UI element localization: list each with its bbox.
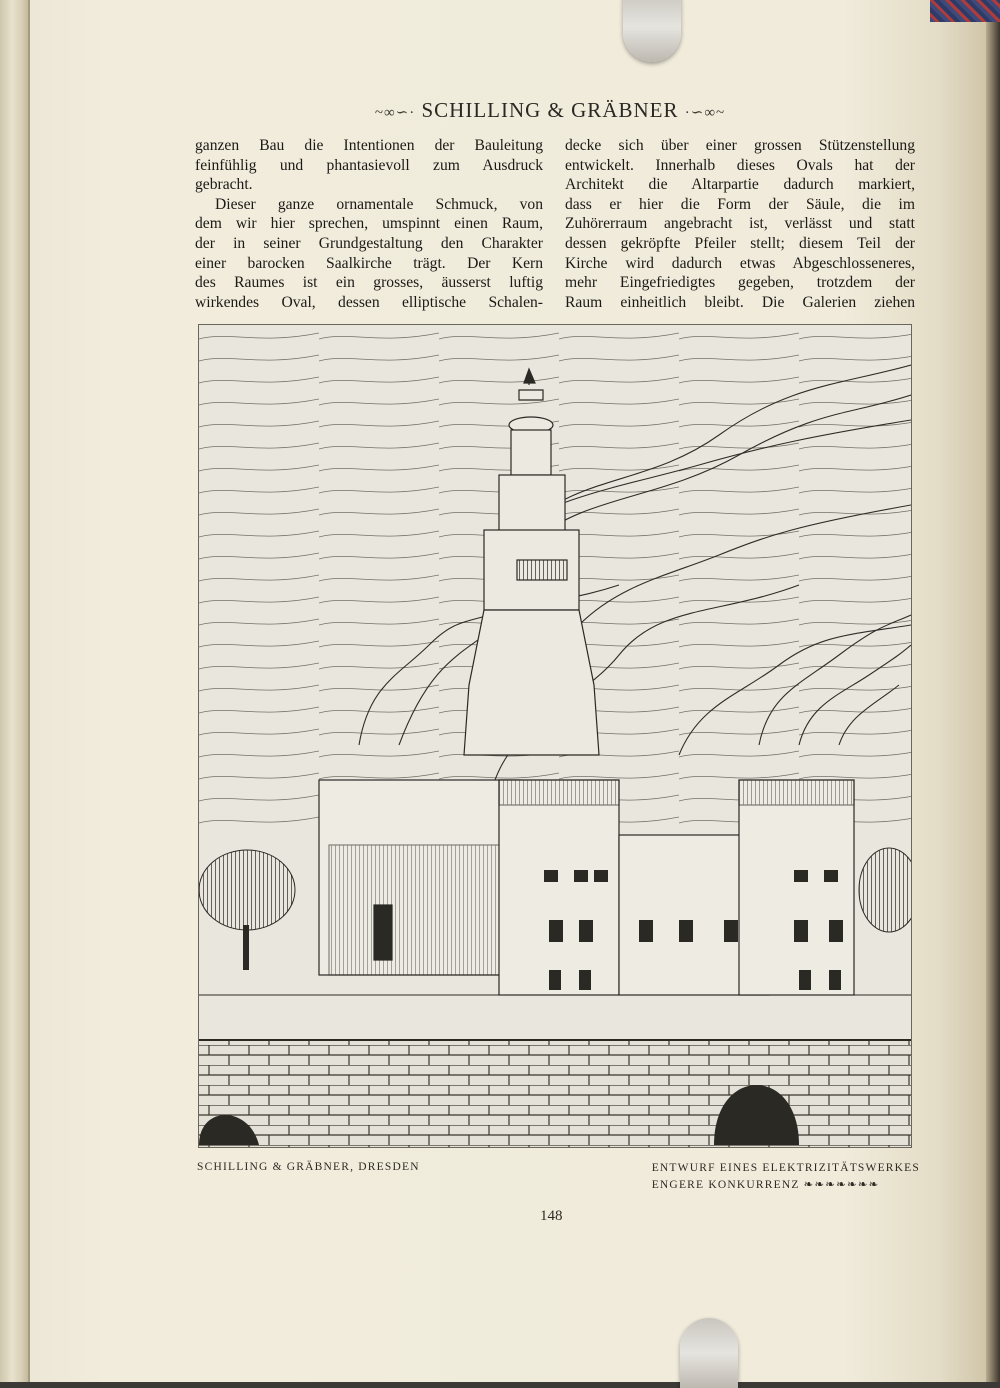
- stone-embankment: [199, 1040, 911, 1147]
- figure-caption-left: SCHILLING & GRÄBNER, DRESDEN: [197, 1161, 420, 1173]
- text-line: Dieser ganze ornamentale Schmuck, von: [215, 195, 543, 213]
- text-line: des Raumes ist ein grosses, äusserst luftig: [195, 274, 543, 292]
- text-line: gebracht.: [195, 176, 253, 194]
- text-line: ganzen Bau die Intentionen der Bauleitung: [195, 137, 543, 154]
- paragraph-2: [195, 195, 543, 313]
- main-building: [319, 780, 854, 995]
- text-column-left: [195, 136, 543, 312]
- binding-fabric: [930, 0, 1000, 22]
- text-line: dem wir hier sprechen, umspinnt einen Raum,: [195, 215, 543, 233]
- running-header: [360, 98, 740, 123]
- paragraph-1: [195, 136, 543, 195]
- page-clip-bottom: [680, 1318, 738, 1388]
- text-line: dass er hier die Form der Säule, die im: [565, 195, 915, 213]
- text-line: feinfühlig und phantasievoll zum Ausdruck: [195, 156, 543, 174]
- text-line: Architekt die Altarpartie dadurch markiert,: [565, 176, 915, 194]
- text-line: mehr Eingefriedigtes gegeben, trotzdem der: [565, 274, 915, 292]
- header-ornament-left: ~∞∽·: [374, 105, 416, 121]
- text-line: Kirche wird dadurch etwas Abgeschlosseneres,: [565, 254, 915, 272]
- power-station-drawing: [199, 325, 911, 1147]
- text-column-right: [565, 136, 915, 312]
- text-line: Zuhörerraum angebracht ist, verlässt und statt: [565, 215, 915, 233]
- page-clip-top: [623, 0, 681, 62]
- text-line: einer barocken Saalkirche trägt. Der Kern: [195, 254, 543, 272]
- header-ornament-right: ·∽∞~: [684, 105, 726, 121]
- figure-caption-right: [652, 1160, 920, 1194]
- stacked-page-edges: [0, 0, 30, 1382]
- caption-ornament: ❧❧❧❧❧❧❧: [803, 1179, 880, 1191]
- text-line: wirkendes Oval, dessen elliptische Schalen-: [195, 293, 543, 311]
- book-spine-edge: [986, 0, 1000, 1382]
- text-line: der in seiner Grundgestaltung den Charakter: [195, 234, 543, 252]
- text-line: dessen gekröpfte Pfeiler stellt; diesem Teil der: [565, 234, 915, 252]
- page-number: 148: [540, 1208, 563, 1224]
- text-line: Raum einheitlich bleibt. Die Galerien ziehen: [565, 293, 915, 311]
- text-line: entwickelt. Innerhalb dieses Ovals hat der: [565, 156, 915, 174]
- text-line: decke sich über einer grossen Stützenstellung: [565, 137, 915, 154]
- caption-line-2: [652, 1177, 920, 1194]
- illustration-plate: [198, 324, 912, 1148]
- header-title: SCHILLING & GRÄBNER: [421, 98, 679, 122]
- caption-line: ENTWURF EINES ELEKTRIZITÄTSWERKES: [651, 1162, 920, 1174]
- caption-line: ENGERE KONKURRENZ: [651, 1179, 800, 1191]
